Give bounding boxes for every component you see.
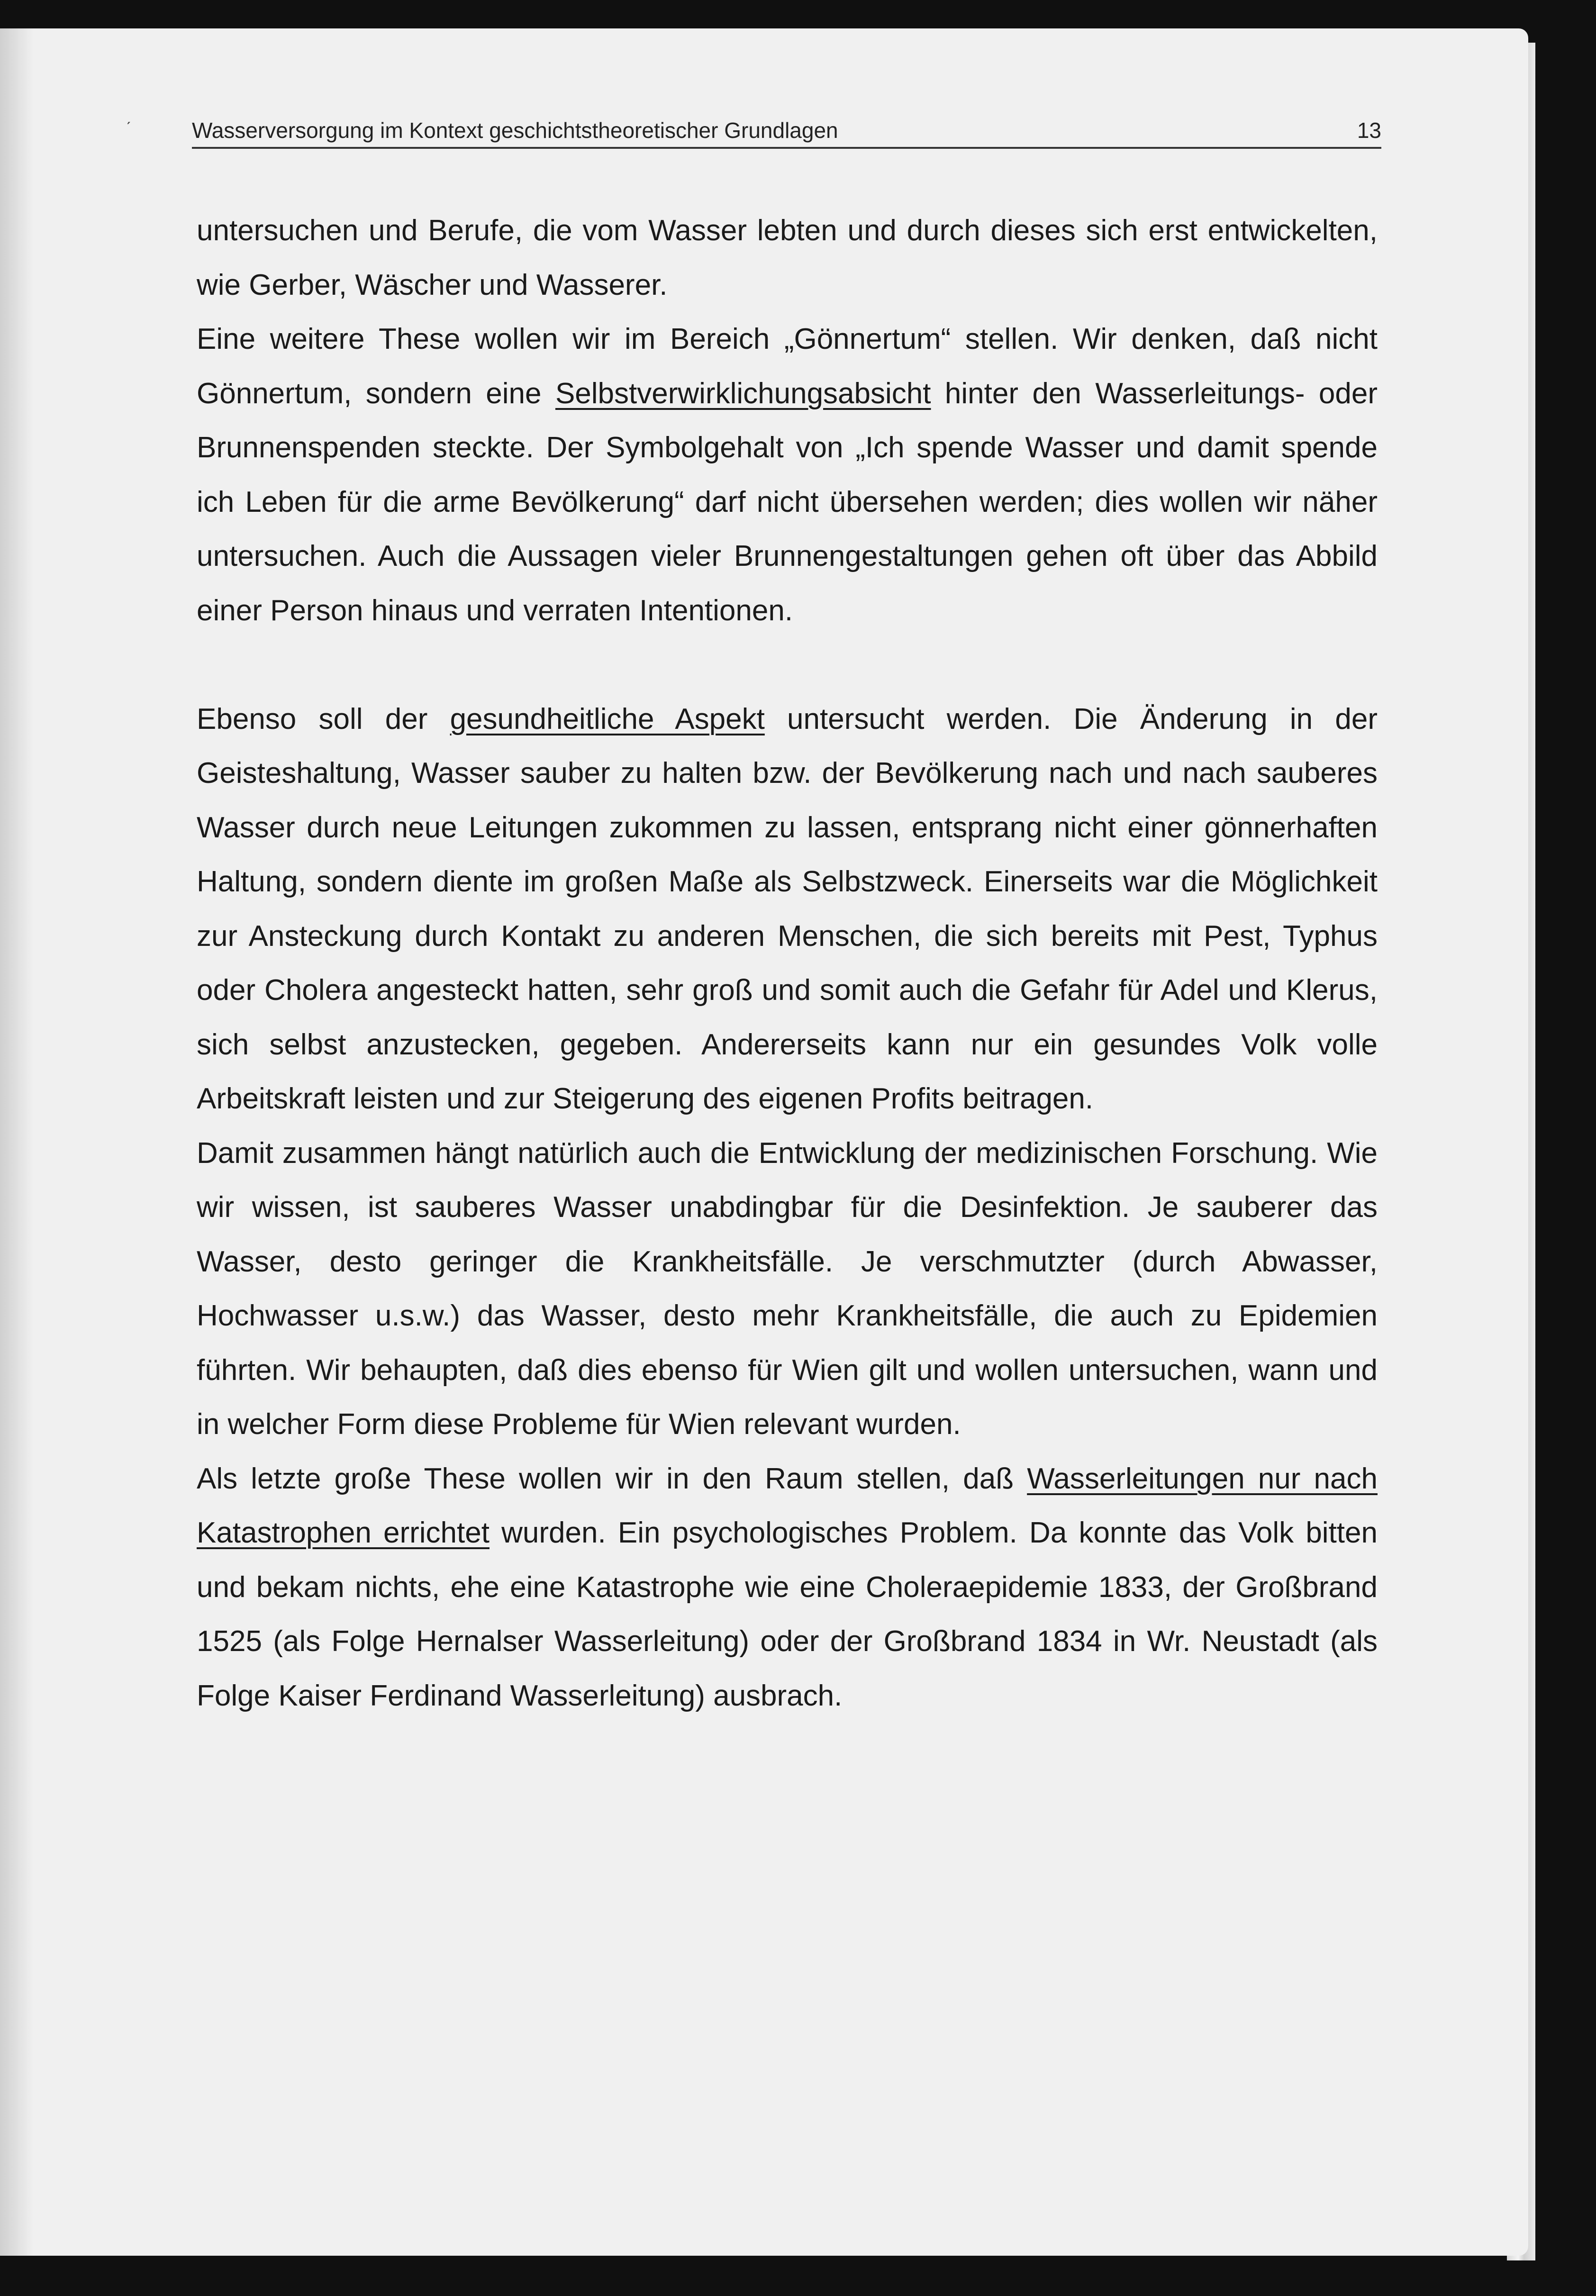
underlined-phrase-health-aspect: gesundheitliche Aspekt: [450, 702, 765, 735]
paragraph-2-text-a: Eine weitere These wollen wir im Bereich „Gönnertum“ stellen. Wir denken, daß nicht Gönnertum, sondern eine: [197, 323, 1378, 410]
paragraph-1-text: untersuchen und Berufe, die vom Wasser lebten und durch dieses sich erst entwickelten, wie Gerber, Wäscher und Wasserer.: [197, 214, 1378, 301]
paragraph-gap: [197, 638, 1378, 692]
page-number: 13: [1357, 118, 1381, 143]
paragraph-4: [197, 1126, 1378, 1452]
paragraph-5-text-b: wurden. Ein psychologisches Problem. Da konnte das Volk bitten und bekam nichts, ehe eine Katastrophe wie eine Choleraepidemie 1833, der Großbrand 1525 (als Folge Hernalser Wasserleitung) oder der Großbrand 1834 in Wr. Neustadt (als Folge Kaiser Ferdinand Wasserleitung) ausbrach.: [197, 1516, 1378, 1712]
body-text: [197, 204, 1378, 1723]
underlined-phrase-self-realization: Selbstverwirklichungsabsicht: [555, 377, 931, 410]
paragraph-2-text-b: hinter den Wasserleitungs- oder Brunnenspenden steckte. Der Symbolgehalt von „Ich spende Wasser und damit spende ich Leben für die arme Bevölkerung“ darf nicht übersehen werden; dies wollen wir näher untersuchen. Auch die Aussagen vieler Brunnengestaltungen gehen oft über das Abbild einer Person hinaus und verraten Intentionen.: [197, 377, 1378, 627]
page-binding-shadow: [0, 28, 33, 2256]
paragraph-1: [197, 204, 1378, 312]
paragraph-3-text-b: untersucht werden. Die Änderung in der Geisteshaltung, Wasser sauber zu halten bzw. der Bevölkerung nach und nach sauberes Wasser durch neue Leitungen zukommen zu lassen, entsprang nicht einer gönnerhaften Haltung, sondern diente im großen Maße als Selbstzweck. Einerseits war die Möglichkeit zur Ansteckung durch Kontakt zu anderen Menschen, die sich bereits mit Pest, Typhus oder Cholera angesteckt hatten, sehr groß und somit auch die Gefahr für Adel und Klerus, sich selbst anzustecken, gegeben. Andererseits kann nur ein gesundes Volk volle Arbeitskraft leisten und zur Steigerung des eigenen Profits beitragen.: [197, 702, 1378, 1115]
paragraph-5-text-a: Als letzte große These wollen wir in den Raum stellen, daß: [197, 1462, 1027, 1495]
paragraph-3-text-a: Ebenso soll der: [197, 702, 450, 735]
paragraph-2: [197, 312, 1378, 638]
paragraph-4-text: Damit zusammen hängt natürlich auch die Entwicklung der medizinischen Forschung. Wie wir wissen, ist sauberes Wasser unabdingbar für die Desinfektion. Je sauberer das Wasser, desto geringer die Krankheitsfälle. Je verschmutzter (durch Abwasser, Hochwasser u.s.w.) das Wasser, desto mehr Krankheitsfälle, die auch zu Epidemien führten. Wir behaupten, daß dies ebenso für Wien gilt und wollen untersuchen, wann und in welcher Form diese Probleme für Wien relevant wurden.: [197, 1136, 1378, 1441]
underlined-phrase-catastrophes: Wasserleitungen nur nach Katastrophen errichtet: [197, 1462, 1378, 1549]
paragraph-3: [197, 692, 1378, 1126]
page-header: [192, 114, 1381, 149]
pencil-mark: ˏ: [126, 107, 131, 125]
paragraph-5: [197, 1452, 1378, 1724]
header-title: Wasserversorgung im Kontext geschichtstheoretischer Grundlagen: [192, 118, 838, 143]
